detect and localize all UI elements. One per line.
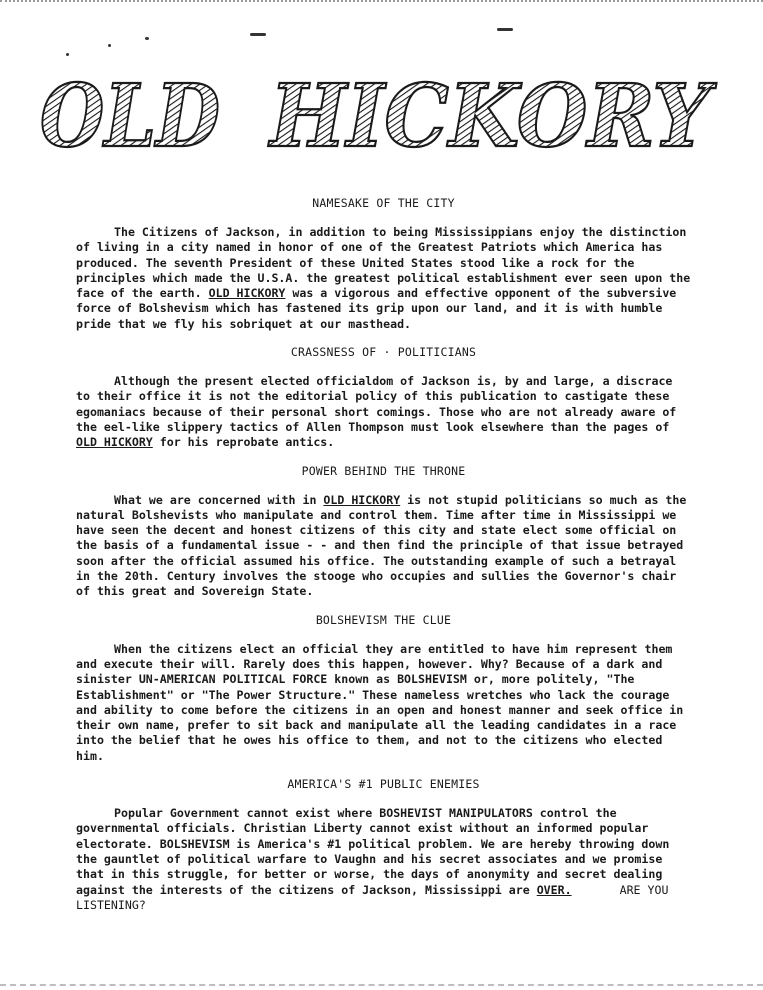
paragraph-text: is not stupid politicians so much as the natural Bolshevists who manipulate and control them. Time after time in Mississippi we have seen the decent and honest citizens of this city and state elect some official on the basis of a fundamental issue - - and then find the principle of that issue betrayed soon after the official assumed his office. The outstanding example of such a betrayal in the 20th. Century involves the stooge who occupies and sullies the Governor's chair of this great and Sovereign State.: [76, 492, 687, 599]
page-top-edge: [0, 0, 763, 4]
paragraph-text: for his reprobate antics.: [159, 435, 335, 450]
svg-text:HICKORY: HICKORY: [267, 66, 718, 162]
paragraph-text: was a vigorous and effective opponent of the subversive force of Bolshevism which has fastened its grip upon our land, and it is with humble pride that we fly his sobriquet at our masthead.: [76, 286, 677, 331]
ink-speck: [108, 44, 111, 47]
paragraph-text: The Citizens of Jackson, in addition to being Mississippians enjoy the distinction of living in a city named in honor of one of the Greatest Patriots which America has produced. The seventh President of these United States stood like a rock for the principles which made the U.S.A. the greatest political establishment ever seen upon the face of the earth.: [76, 225, 691, 301]
section-heading: AMERICA'S #1 PUBLIC ENEMIES: [287, 777, 480, 792]
paragraph-text: Although the present elected officialdom of Jackson is, by and large, a discrace to their office it is not the editorial policy of this publication to castigate these egomaniacs because of their personal short comings. Those who are not already aware of the eel-like slippery tactics of Allen Thompson must look elsewhere than the pages of: [76, 374, 677, 434]
section-heading: NAMESAKE OF THE CITY: [312, 196, 455, 210]
paragraph-text: What we are concerned with in: [114, 492, 317, 507]
section-heading: BOLSHEVISM THE CLUE: [315, 612, 452, 627]
underlined-name: OLD HICKORY: [323, 492, 401, 507]
section-heading: CRASSNESS OF · POLITICIANS: [290, 345, 477, 360]
section-paragraph: When the citizens elect an official they are entitled to have him represent them and execute their will. Rarely does this happen, however. Why? Because of a dark and sinister UN-AMERICAN POLITICAL FORCE known as BOLSHEVISM or, more politely, "The Establishment" or "The Power Structure." These nameless wretches who lack the courage and ability to come before the citizens in an open and honest manner and seek office in their own name, prefer to sit back and manipulate all the leading candidates in a race into the belief that he owes his office to them, and not to the citizens who elected him.: [76, 641, 684, 763]
underlined-name: OLD HICKORY: [76, 435, 153, 450]
paragraph-text: Popular Government cannot exist where BOSHEVIST MANIPULATORS control the governmental officials. Christian Liberty cannot exist without an informed popular electorate. BOLSHEVISM is America's #1 political problem. We are hereby throwing down the gauntlet of political warfare to Vaughn and his secret associates and we promise that in this struggle, for better or worse, the days of anonymity and secret dealing against the interests of the citizens of Jackson, Mississippi are: [76, 806, 670, 897]
page-bottom-edge: [0, 984, 763, 988]
masthead-lettering-logo: [30, 62, 720, 162]
section-paragraph: [76, 374, 691, 450]
ink-speck: [145, 37, 149, 40]
section-paragraph: [76, 493, 691, 600]
underlined-name: OLD HICKORY: [208, 286, 286, 301]
section-heading: POWER BEHIND THE THRONE: [301, 463, 466, 478]
section-paragraph: [76, 806, 691, 913]
svg-text:OLD: OLD: [40, 66, 220, 162]
underlined-word: OVER.: [536, 882, 572, 897]
ink-speck: [66, 53, 69, 56]
article-body: [76, 196, 691, 926]
closing-question: ARE YOU LISTENING?: [76, 882, 669, 912]
masthead: [30, 62, 720, 162]
section-paragraph: [76, 225, 691, 332]
ink-speck: [497, 28, 513, 31]
ink-speck: [250, 33, 266, 36]
